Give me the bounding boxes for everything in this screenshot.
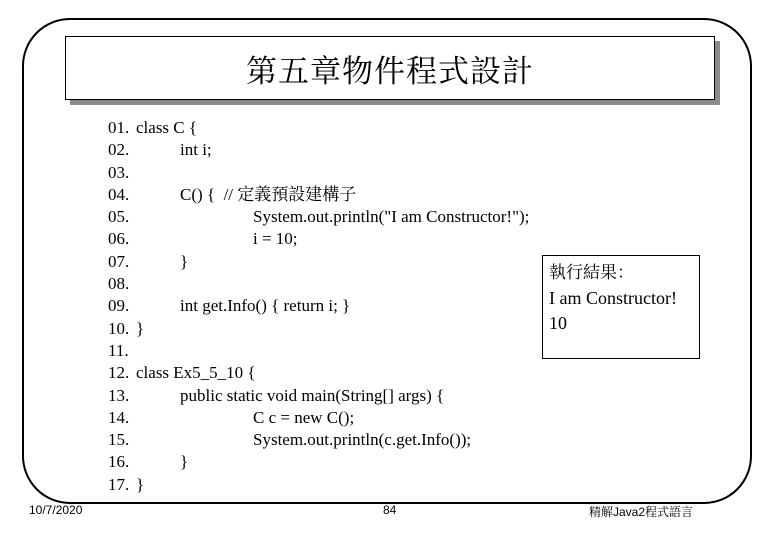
code-text: C c = new C(); <box>253 407 355 427</box>
code-text: int get.Info() { return i; } <box>180 296 351 316</box>
code-text: i = 10; <box>253 229 298 249</box>
line-number: 03. <box>108 162 130 182</box>
line-number: 06. <box>108 229 130 249</box>
line-number: 11. <box>108 340 129 360</box>
code-text: } <box>180 251 189 271</box>
line-number: 14. <box>108 407 130 427</box>
line-number: 01. <box>108 118 130 137</box>
code-text: C() { // 定義預設建構子 <box>180 184 357 204</box>
footer-page-number: 84 <box>383 503 397 517</box>
slide-title: 第五章物件程式設計 <box>246 53 534 90</box>
line-number: 17. <box>108 474 130 494</box>
code-text: System.out.println(c.get.Info()); <box>253 430 472 450</box>
line-number: 02. <box>108 140 130 160</box>
line-number: 15. <box>108 430 130 450</box>
code-text: class C { <box>136 118 198 137</box>
result-box <box>542 255 700 359</box>
title-box <box>65 36 715 100</box>
footer-book-title: 精解Java2程式語言 <box>589 505 694 519</box>
line-number: 10. <box>108 318 130 338</box>
line-number: 16. <box>108 452 130 472</box>
line-number: 07. <box>108 251 130 271</box>
code-text: System.out.println("I am Constructor!"); <box>253 207 530 227</box>
result-line: I am Constructor! <box>549 288 677 308</box>
code-text: } <box>136 318 145 338</box>
result-heading: 執行結果： <box>549 263 634 283</box>
code-text: public static void main(String[] args) { <box>180 385 445 405</box>
line-number: 04. <box>108 184 130 204</box>
footer-date: 10/7/2020 <box>29 503 83 517</box>
result-line: 10 <box>549 313 567 333</box>
line-number: 12. <box>108 363 130 383</box>
line-number: 09. <box>108 296 130 316</box>
code-text: class Ex5_5_10 { <box>136 363 256 383</box>
code-text: int i; <box>180 140 212 160</box>
line-number: 08. <box>108 274 130 294</box>
code-text: } <box>180 452 189 472</box>
code-text: } <box>136 474 145 494</box>
line-number: 13. <box>108 385 130 405</box>
line-number: 05. <box>108 207 130 227</box>
